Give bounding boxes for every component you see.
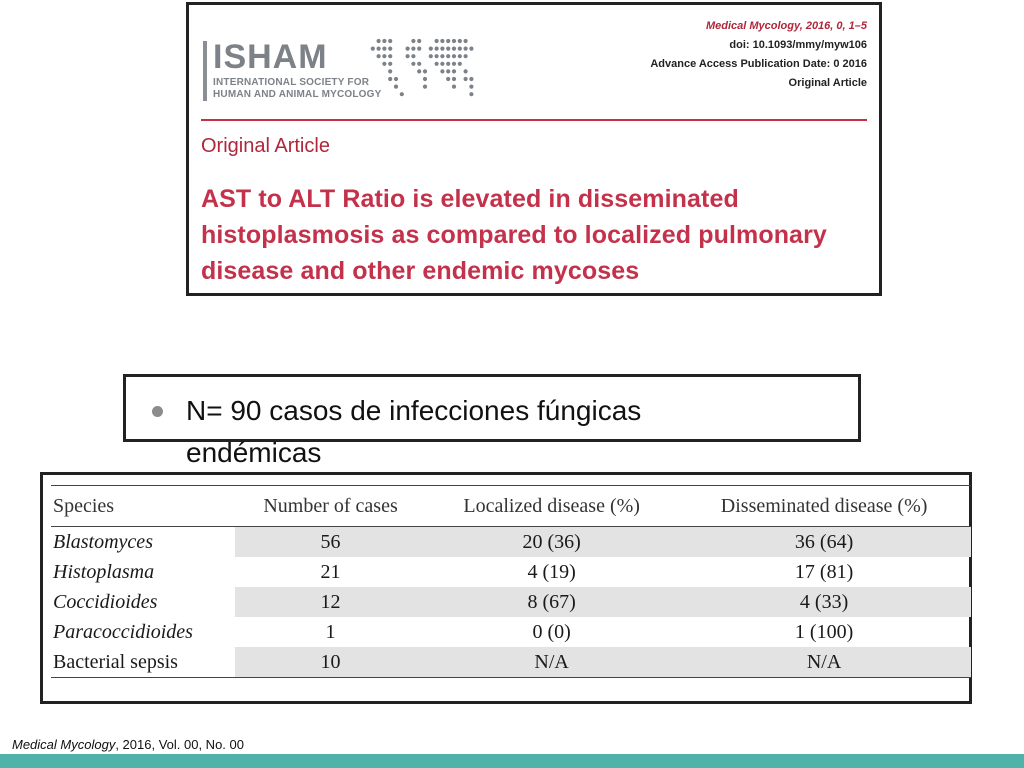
- disseminated-cell: 17 (81): [794, 560, 854, 583]
- localized-cell: 0 (0): [532, 620, 571, 643]
- doi: doi: 10.1093/mmy/myw106: [729, 39, 867, 51]
- header-species: Species: [53, 494, 115, 517]
- article-title: AST to ALT Ratio is elevated in disseminated histoplasmosis as compared to localized pulmonary disease and other endemic mycoses: [201, 185, 827, 285]
- disseminated-cell: N/A: [677, 647, 971, 678]
- cases-cell: 21: [320, 560, 341, 583]
- article-type-right: Original Article: [788, 77, 867, 89]
- table-row: [51, 527, 971, 558]
- article-header-image: [186, 2, 882, 296]
- cases-cell: 10: [235, 647, 426, 678]
- cases-cell: 12: [235, 587, 426, 617]
- header-divider: [201, 119, 867, 121]
- cases-cell: 56: [235, 527, 426, 558]
- localized-cell: 8 (67): [426, 587, 677, 617]
- journal-citation: Medical Mycology, 2016, 0, 1–5: [705, 20, 867, 32]
- disseminated-cell: 36 (64): [677, 527, 971, 558]
- header-disseminated: Disseminated disease (%): [720, 494, 928, 517]
- table-row: [51, 587, 971, 617]
- species-cell: Coccidioides: [53, 590, 158, 613]
- world-map-dots-icon: [363, 37, 481, 101]
- header-cases: Number of cases: [263, 494, 398, 517]
- isham-logo: [203, 37, 473, 107]
- table-row: [51, 617, 971, 647]
- cases-cell: 1: [325, 620, 336, 643]
- species-cell: Blastomyces: [53, 530, 153, 553]
- footer-bar: [0, 754, 1024, 768]
- publication-date: Advance Access Publication Date: 0 2016: [650, 58, 867, 70]
- disseminated-cell: 1 (100): [794, 620, 854, 643]
- citation-journal: Medical Mycology: [12, 737, 116, 752]
- species-cell: Histoplasma: [53, 560, 155, 583]
- slide-citation: [12, 737, 244, 752]
- table-row: [51, 557, 971, 587]
- article-type: Original Article: [201, 135, 330, 157]
- journal-meta: [650, 17, 867, 93]
- table-row: [51, 647, 971, 678]
- localized-cell: N/A: [426, 647, 677, 678]
- table-header-row: [51, 486, 971, 527]
- header-localized: Localized disease (%): [463, 494, 640, 517]
- species-table-image: [40, 472, 972, 704]
- citation-details: , 2016, Vol. 00, No. 00: [115, 737, 244, 752]
- bullet-text: N= 90 casos de infecciones fúngicas endémicas: [186, 395, 642, 468]
- localized-cell: 4 (19): [527, 560, 576, 583]
- species-cell: Paracoccidioides: [53, 620, 193, 643]
- bullet-icon: [152, 406, 163, 417]
- localized-cell: 20 (36): [426, 527, 677, 558]
- disseminated-cell: 4 (33): [677, 587, 971, 617]
- logo-bar: [203, 41, 207, 101]
- logo-subtitle: INTERNATIONAL SOCIETY FOR HUMAN AND ANIMAL MYCOLOGY: [213, 77, 382, 100]
- species-cell: Bacterial sepsis: [53, 650, 178, 673]
- logo-wordmark: ISHAM: [213, 38, 328, 76]
- species-table: [51, 485, 971, 678]
